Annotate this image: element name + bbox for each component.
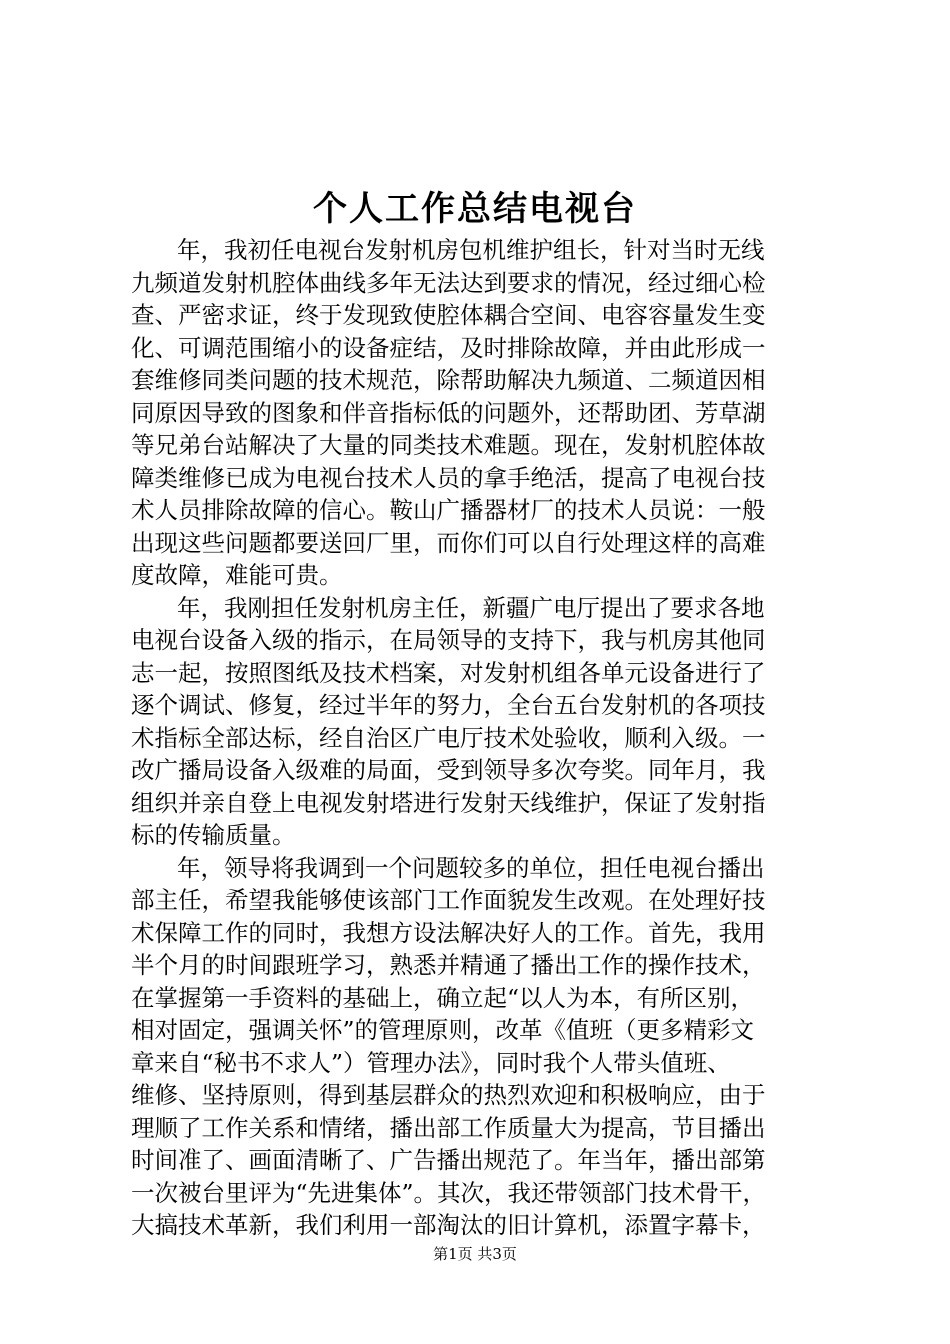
document-body (131, 234, 831, 1242)
paragraph (131, 592, 831, 852)
paragraph-line: 查、严密求证，终于发现致使腔体耦合空间、电容容量发生变 (131, 301, 766, 329)
paragraph-line: 半个月的时间跟班学习，熟悉并精通了播出工作的操作技术， (131, 951, 766, 979)
paragraph-line: 志一起，按照图纸及技术档案，对发射机组各单元设备进行了 (131, 658, 766, 687)
paragraph (131, 852, 831, 1242)
paragraph-line: 术指标全部达标，经自治区广电厅技术处验收，顺利入级。一 (131, 723, 766, 752)
paragraph-line: 障类维修已成为电视台技术人员的拿手绝活，提高了电视台技 (131, 463, 766, 492)
paragraph-line: 标的传输质量。 (131, 821, 296, 849)
paragraph-line: 章来自“秘书不求人”）管理办法》，同时我个人带头值班、 (131, 1048, 731, 1077)
paragraph-line: 九频道发射机腔体曲线多年无法达到要求的情况，经过细心检 (131, 268, 766, 297)
paragraph-line: 大搞技术革新，我们利用一部淘汰的旧计算机，添置字幕卡， (131, 1211, 766, 1239)
paragraph-line: 同原因导致的图象和伴音指标低的问题外，还帮助团、芳草湖 (131, 398, 766, 427)
paragraph-line: 年，领导将我调到一个问题较多的单位，担任电视台播出 (177, 853, 765, 882)
paragraph-line: 年，我刚担任发射机房主任，新疆广电厅提出了要求各地 (177, 593, 765, 622)
paragraph-line: 年，我初任电视台发射机房包机维护组长，针对当时无线 (177, 236, 765, 264)
paragraph-line: 理顺了工作关系和情绪，播出部工作质量大为提高，节目播出 (131, 1113, 766, 1142)
paragraph-line: 时间准了、画面清晰了、广告播出规范了。年当年，播出部第 (131, 1146, 766, 1174)
paragraph-line: 出现这些问题都要送回厂里，而你们可以自行处理这样的高难 (131, 528, 766, 557)
paragraph-line: 逐个调试、修复，经过半年的努力，全台五台发射机的各项技 (131, 691, 766, 719)
paragraph-line: 维修、坚持原则，得到基层群众的热烈欢迎和积极响应，由于 (131, 1081, 766, 1109)
paragraph-line: 组织并亲自登上电视发射塔进行发射天线维护，保证了发射指 (131, 788, 766, 817)
paragraph-line: 相对固定，强调关怀”的管理原则，改革《值班（更多精彩文 (131, 1016, 755, 1044)
paragraph-line: 套维修同类问题的技术规范，除帮助解决九频道、二频道因相 (131, 366, 766, 394)
paragraph-line: 度故障，难能可贵。 (131, 561, 343, 589)
paragraph-line: 一次被台里评为“先进集体”。其次，我还带领部门技术骨干， (131, 1178, 767, 1207)
paragraph-line: 术保障工作的同时，我想方设法解决好人的工作。首先，我用 (131, 918, 766, 947)
paragraph (131, 234, 831, 592)
document-title: 个人工作总结电视台 (313, 189, 637, 229)
paragraph-line: 术人员排除故障的信心。鞍山广播器材厂的技术人员说：一般 (131, 496, 766, 524)
paragraph-line: 改广播局设备入级难的局面，受到领导多次夸奖。同年月，我 (131, 756, 766, 784)
paragraph-line: 部主任，希望我能够使该部门工作面貌发生改观。在处理好技 (131, 886, 766, 914)
paragraph-line: 电视台设备入级的指示，在局领导的支持下，我与机房其他同 (131, 626, 766, 654)
page-footer: 第1页 共3页 (433, 1245, 517, 1263)
paragraph-line: 等兄弟台站解决了大量的同类技术难题。现在，发射机腔体故 (131, 431, 766, 459)
paragraph-line: 在掌握第一手资料的基础上，确立起“以人为本，有所区别， (131, 983, 755, 1012)
paragraph-line: 化、可调范围缩小的设备症结，及时排除故障，并由此形成一 (131, 333, 766, 362)
